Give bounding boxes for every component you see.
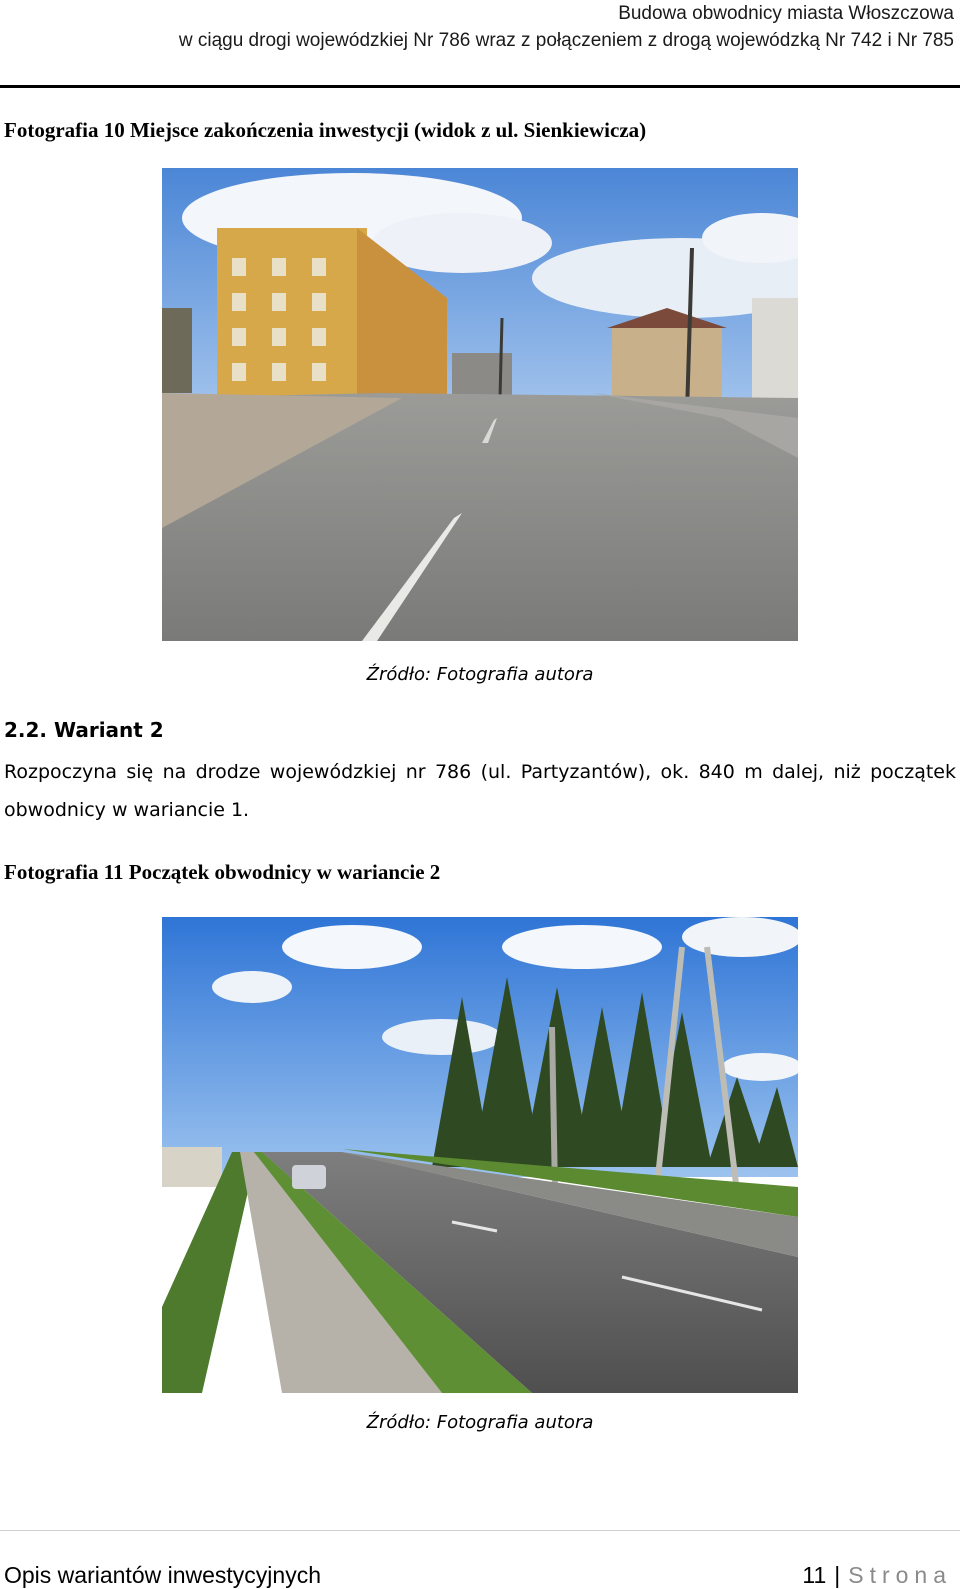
page-number: 11 xyxy=(802,1562,827,1588)
figure-source: Źródło: Fotografia autora xyxy=(366,1412,594,1433)
footer-separator: | xyxy=(834,1562,841,1588)
footer-title: Opis wariantów inwestycyjnych xyxy=(4,1562,322,1588)
header-subtitle: w ciągu drogi wojewódzkiej Nr 786 wraz z połączeniem z drogą wojewódzką Nr 742 i Nr 785 xyxy=(178,30,954,51)
street-photo xyxy=(162,168,798,641)
footer-rule xyxy=(0,1530,960,1531)
section-paragraph: Rozpoczyna się na drodze wojewódzkiej nr 786 (ul. Partyzantów), ok. 840 m dalej, niż początek obwodnicy w wariancie 1. xyxy=(4,761,956,821)
figure-caption: Fotografia 11 Początek obwodnicy w wariancie 2 xyxy=(4,860,441,884)
road-photo xyxy=(162,917,798,1393)
road-photo-image xyxy=(162,917,798,1393)
figure-caption: Fotografia 10 Miejsce zakończenia inwestycji (widok z ul. Sienkiewicza) xyxy=(4,118,647,142)
figure-source: Źródło: Fotografia autora xyxy=(366,664,594,685)
page-number-block xyxy=(802,1562,952,1589)
running-header xyxy=(179,0,954,54)
street-photo-image xyxy=(162,168,798,641)
section-heading: 2.2. Wariant 2 xyxy=(4,718,164,742)
header-title: Budowa obwodnicy miasta Włoszczowa xyxy=(618,3,954,24)
header-rule xyxy=(0,85,960,88)
page-label: Strona xyxy=(848,1562,952,1588)
